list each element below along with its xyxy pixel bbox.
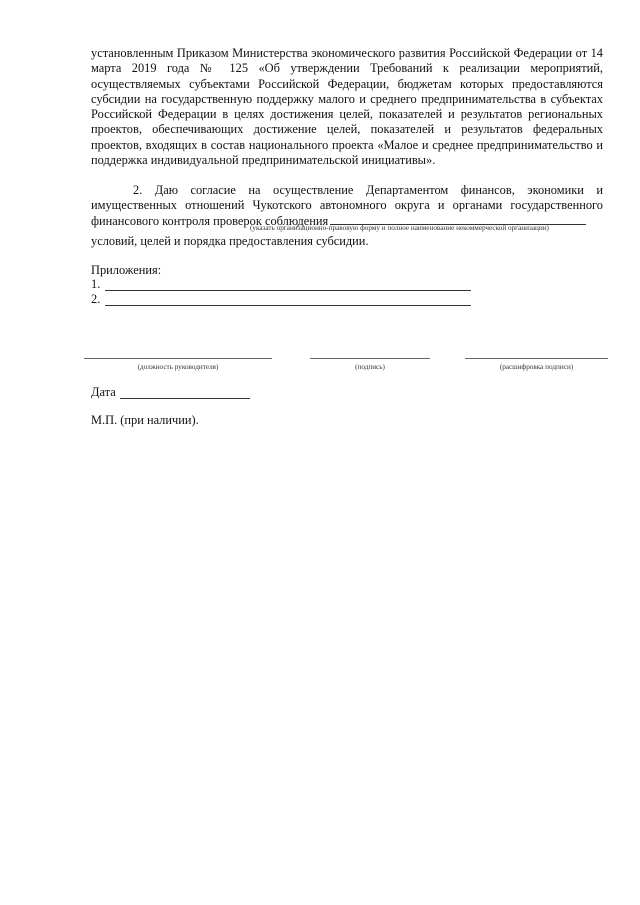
- agreement-paragraph-2: [91, 183, 603, 229]
- decoding-line[interactable]: [465, 358, 608, 359]
- organization-name-blank[interactable]: [330, 214, 586, 225]
- stamp-label: М.П. (при наличии).: [91, 413, 199, 427]
- date-label: Дата: [91, 385, 116, 399]
- attachment-number-2: 2.: [91, 292, 101, 306]
- consent-text: 2. Даю согласие на осуществление Департаментом финансов, экономики и имущественных отношений Чукотского автономного округа и органами государственного финансового контроля проверок соблюдения: [91, 183, 603, 228]
- decoding-caption: (расшифровка подписи): [499, 363, 574, 371]
- agreement-paragraph-2-end: условий, целей и порядка предоставления субсидии.: [91, 234, 369, 248]
- attachment-row-2: [91, 292, 471, 307]
- agreement-paragraph-1: установленным Приказом Министерства экономического развития Российской Федерации от 14 марта 2019 года № 125 «Об утверждении Требований к реализации мероприятий, осуществляемых субъектами Российской Федерации, бюджетам которых предоставляются субсидии на государственную поддержку малого и среднего предпринимательства в субъектах Российской Федерации в целях достижения целей, показателей и результатов региональных проектов, обеспечивающих достижение целей, показателей и результатов федеральных проектов, входящих в состав национального проекта «Малое и среднее предпринимательство и поддержка индивидуальной предпринимательской инициативы».: [91, 46, 603, 168]
- signature-line[interactable]: [310, 358, 430, 359]
- attachment-number-1: 1.: [91, 277, 101, 291]
- signature-caption: (подпись): [355, 363, 385, 371]
- organization-caption: (указать организационно-правовую форму и полное наименование некоммерческой организации): [250, 224, 549, 232]
- attachments-title: Приложения:: [91, 263, 162, 277]
- date-blank[interactable]: [120, 398, 250, 399]
- attachment-blank-1[interactable]: [105, 290, 471, 291]
- position-line[interactable]: [84, 358, 272, 359]
- attachment-blank-2[interactable]: [105, 305, 471, 306]
- position-caption: (должность руководителя): [137, 363, 219, 371]
- attachment-row-1: [91, 277, 471, 292]
